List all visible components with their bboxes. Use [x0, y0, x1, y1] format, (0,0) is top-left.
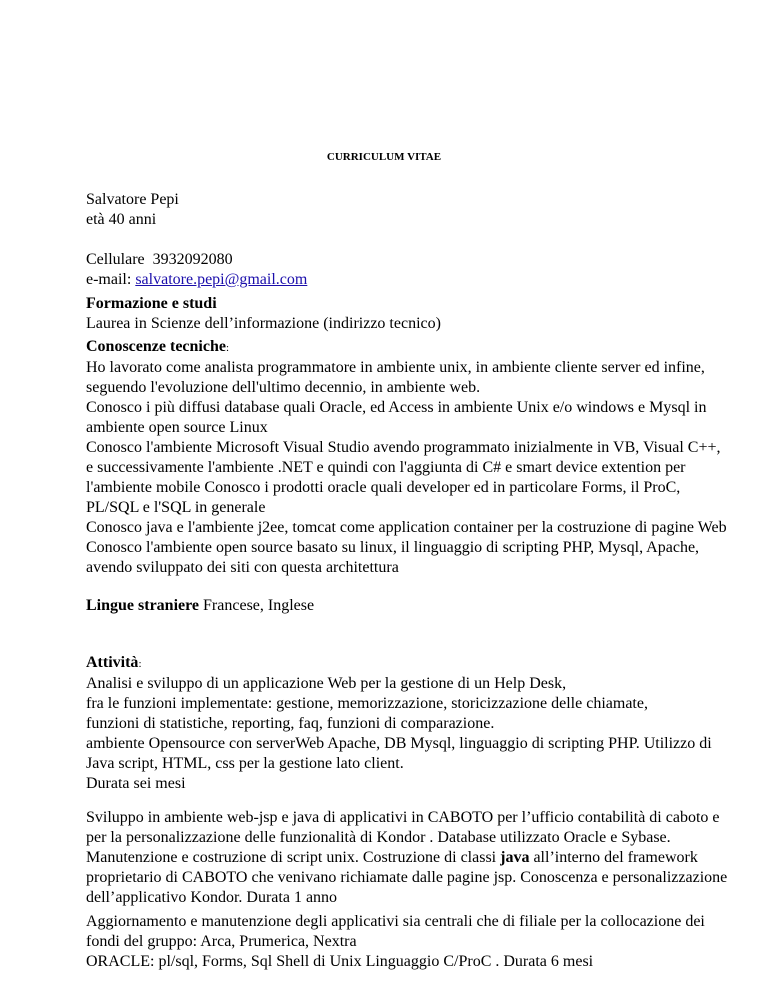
activities-section	[86, 653, 746, 794]
activities-heading: Attività	[86, 654, 139, 671]
skills-line: Conosco i più diffusi database quali Oracle, ed Access in ambiente Unix e/o windows e Mysql in	[86, 399, 707, 416]
skills-line: avendo sviluppato dei siti con questa architettura	[86, 559, 399, 576]
activity2-block	[86, 808, 746, 908]
activities-heading-colon: :	[138, 658, 142, 670]
activity3-line: Aggiornamento e manutenzione degli applicativi sia centrali che di filiale per la collocazione dei	[86, 913, 705, 930]
skills-heading-line	[86, 337, 746, 358]
email-label: e-mail:	[86, 271, 132, 288]
email-link[interactable]: salvatore.pepi@gmail.com	[135, 271, 308, 288]
activities-heading-line	[86, 653, 746, 674]
document-title: CURRICULUM VITAE	[326, 151, 442, 163]
activity2-line: proprietario di CABOTO che venivano richiamate dalle pagine jsp. Conoscenza e personalizzazione	[86, 869, 728, 886]
activity1-line: Java script, HTML, css per la gestione lato client.	[86, 755, 404, 772]
skills-line: e successivamente l'ambiente .NET e quindi con l'aggiunta di C# e smart device extention per	[86, 459, 686, 476]
skills-line: Ho lavorato come analista programmatore in ambiente unix, in ambiente cliente server ed infine,	[86, 359, 705, 376]
activity1-line: fra le funzioni implementate: gestione, memorizzazione, storicizzazione delle chiamate,	[86, 695, 648, 712]
activity2-line: Sviluppo in ambiente web-jsp e java di applicativi in CABOTO per l’ufficio contabilità di caboto e	[86, 809, 720, 826]
skills-line: Conosco l'ambiente Microsoft Visual Studio avendo programmato inizialmente in VB, Visual C++,	[86, 439, 721, 456]
activity2-line: per la personalizzazione delle funzionalità di Kondor . Database utilizzato Oracle e Sybase.	[86, 829, 671, 846]
skills-line: Conosco java e l'ambiente j2ee, tomcat come application container per la costruzione di pagine Web	[86, 519, 727, 536]
activity1-line: Analisi e sviluppo di un applicazione Web per la gestione di un Help Desk,	[86, 675, 567, 692]
phone-label: Cellulare	[86, 251, 145, 268]
person-name: Salvatore Pepi	[86, 191, 179, 208]
activity2-line	[86, 848, 746, 868]
education-heading: Formazione e studi	[86, 295, 217, 312]
phone-number: 3932092080	[152, 251, 233, 268]
activity1-line: funzioni di statistiche, reporting, faq, funzioni di comparazione.	[86, 715, 495, 732]
activity2-line: dell’applicativo Kondor. Durata 1 anno	[86, 889, 338, 906]
languages-heading: Lingue straniere	[86, 597, 200, 614]
skills-line: ambiente open source Linux	[86, 419, 268, 436]
activity3-line: ORACLE: pl/sql, Forms, Sql Shell di Unix Linguaggio C/ProC . Durata 6 mesi	[86, 953, 594, 970]
identity-block	[86, 190, 746, 230]
languages-text: Francese, Inglese	[203, 597, 315, 614]
phone-line	[86, 250, 746, 270]
java-keyword: java	[500, 849, 530, 866]
contacts-block	[86, 250, 746, 290]
activity1-line: ambiente Opensource con serverWeb Apache, DB Mysql, linguaggio di scripting PHP. Utilizzo di	[86, 735, 712, 752]
person-age: età 40 anni	[86, 211, 157, 228]
skills-heading: Conoscenze tecniche	[86, 338, 226, 355]
skills-heading-colon: :	[225, 342, 230, 354]
skills-section	[86, 337, 746, 578]
activity3-block	[86, 912, 746, 972]
skills-line: Conosco l'ambiente open source basato su linux, il linguaggio di scripting PHP, Mysql, Apache,	[86, 539, 700, 556]
skills-line: seguendo l'evoluzione dell'ultimo decennio, in ambiente web.	[86, 379, 481, 396]
activity1-line: Durata sei mesi	[86, 775, 186, 792]
skills-line: PL/SQL e l'SQL in generale	[86, 499, 266, 516]
languages-section	[86, 596, 746, 616]
languages-line	[86, 596, 746, 616]
skills-line: l'ambiente mobile Conosco i prodotti oracle quali developer ed in particolare Forms, il ProC,	[86, 479, 681, 496]
education-text: Laurea in Scienze dell’informazione (indirizzo tecnico)	[86, 315, 441, 332]
activity2-line3-end: all’interno del framework	[529, 849, 698, 866]
activity2-line3-start: Manutenzione e costruzione di script unix. Costruzione di classi	[86, 849, 501, 866]
email-line	[86, 270, 746, 290]
activity3-line: fondi del gruppo: Arca, Prumerica, Nextra	[86, 933, 357, 950]
education-section	[86, 294, 746, 334]
